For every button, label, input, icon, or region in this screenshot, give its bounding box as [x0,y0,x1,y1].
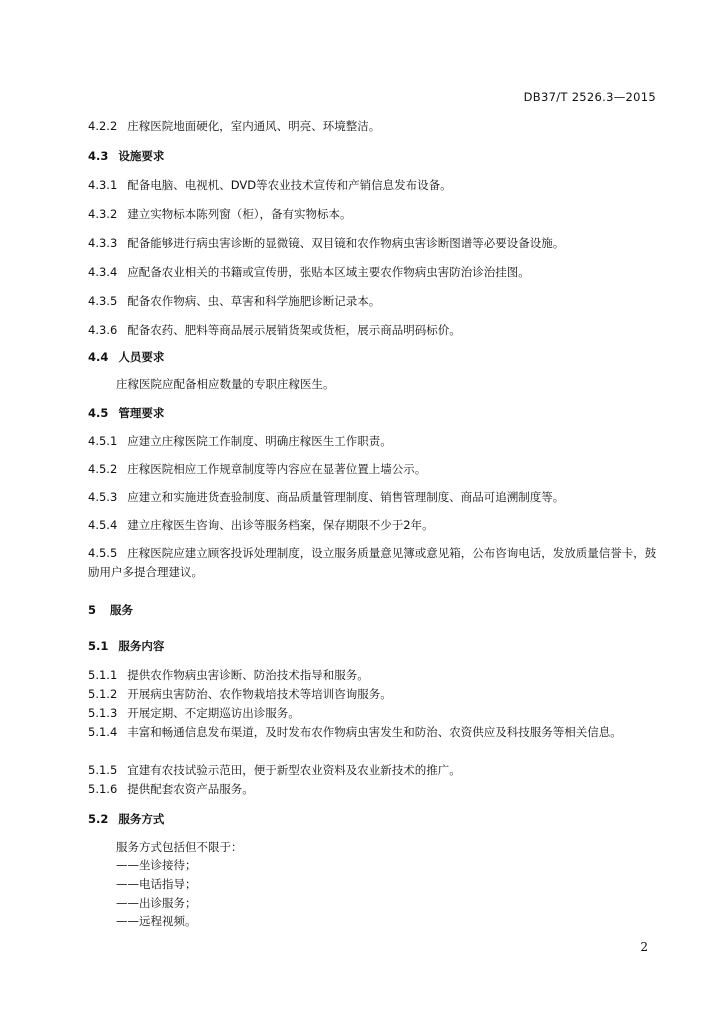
section-number: 4.5 [88,406,109,420]
clause-number: 5.1.1 [88,668,118,682]
clause-number: 4.3.2 [88,207,118,221]
chapter-5-heading [88,602,658,618]
clause-text: 应配备农业相关的书籍或宣传册，张贴本区域主要农作物病虫害防治诊治挂图。 [127,265,530,279]
paragraph-staffing [116,376,658,392]
standard-code: DB37/T 2526.3—2015 [523,90,656,104]
section-number: 5.2 [88,812,109,826]
clause-5-1-4 [88,724,658,740]
clause-5-1-5 [88,762,658,778]
section-5-1-heading [88,638,658,654]
section-title: 人员要求 [118,350,165,364]
section-4-4-heading [88,349,658,365]
list-item [116,895,658,911]
clause-text: 配备能够进行病虫害诊断的显微镜、双目镜和农作物病虫害诊断图谱等必要设备设施。 [127,236,565,250]
clause-4-3-1 [88,177,658,193]
clause-number: 4.5.2 [88,462,118,476]
clause-number: 5.1.4 [88,725,118,739]
clause-number: 4.3.6 [88,323,118,337]
clause-number: 4.5.1 [88,434,118,448]
clause-number: 4.5.3 [88,490,118,504]
clause-text: 庄稼医院应建立顾客投诉处理制度，设立服务质量意见簿或意见箱，公布咨询电话，发放质量信誉卡，鼓励用户多提合理建议。 [88,546,657,579]
list-item-text: ——出诊服务； [116,896,197,910]
clause-text: 建立实物标本陈列窗（柜），备有实物标本。 [127,207,352,221]
clause-text: 宜建有农技试验示范田，便于新型农业资料及农业新技术的推广。 [127,763,461,777]
clause-number: 4.5.4 [88,518,118,532]
clause-4-3-4 [88,264,658,280]
paragraph-text: 庄稼医院应配备相应数量的专职庄稼医生。 [116,377,335,391]
list-item [116,876,658,892]
section-number: 4.3 [88,149,109,163]
clause-text: 提供农作物病虫害诊断、防治技术指导和服务。 [127,668,369,682]
clause-4-3-5 [88,293,658,309]
section-4-3-heading [88,148,658,164]
clause-text: 配备农药、肥料等商品展示展销货架或货柜，展示商品明码标价。 [127,323,461,337]
clause-number: 4.3.3 [88,236,118,250]
section-title: 设施要求 [118,149,165,163]
clause-text: 开展病虫害防治、农作物栽培技术等培训咨询服务。 [127,687,392,701]
list-item [116,857,658,873]
clause-text: 提供配套农资产品服务。 [127,782,254,796]
clause-text: 建立庄稼医生咨询、出诊等服务档案，保存期限不少于2年。 [127,518,434,532]
section-title: 管理要求 [118,406,165,420]
list-item [116,913,658,929]
chapter-title: 服务 [110,603,134,617]
clause-5-1-1 [88,667,658,683]
clause-text: 应建立和实施进货查验制度、商品质量管理制度、销售管理制度、商品可追溯制度等。 [127,490,565,504]
clause-text: 应建立庄稼医院工作制度、明确庄稼医生工作职责。 [127,434,392,448]
clause-number: 4.2.2 [88,119,118,133]
clause-4-3-6 [88,322,658,338]
section-number: 4.4 [88,350,109,364]
clause-number: 5.1.6 [88,782,118,796]
page-number: 2 [640,940,648,954]
clause-4-5-5 [88,544,658,582]
clause-number: 5.1.2 [88,687,118,701]
clause-4-3-2 [88,206,658,222]
list-item-text: ——坐诊接待； [116,858,197,872]
chapter-number: 5 [88,603,97,617]
section-5-2-heading [88,811,658,827]
clause-4-5-2 [88,461,658,477]
paragraph-service-methods [116,839,658,855]
section-4-5-heading [88,405,658,421]
clause-5-1-6 [88,781,658,797]
clause-5-1-3 [88,705,658,721]
clause-text: 丰富和畅通信息发布渠道，及时发布农作物病虫害发生和防治、农资供应及科技服务等相关信息。 [127,725,622,739]
clause-text: 开展定期、不定期巡访出诊服务。 [127,706,300,720]
clause-number: 4.3.5 [88,294,118,308]
clause-4-5-1 [88,433,658,449]
clause-number: 5.1.5 [88,763,118,777]
clause-text: 庄稼医院相应工作规章制度等内容应在显著位置上墙公示。 [127,462,427,476]
clause-5-1-2 [88,686,658,702]
clause-4-3-3 [88,235,658,251]
clause-number: 5.1.3 [88,706,118,720]
clause-number: 4.5.5 [88,546,118,560]
clause-number: 4.3.4 [88,265,118,279]
clause-number: 4.3.1 [88,178,118,192]
clause-4-2-2 [88,118,658,134]
paragraph-text: 服务方式包括但不限于： [116,840,243,854]
list-item-text: ——电话指导； [116,877,197,891]
clause-4-5-4 [88,517,658,533]
clause-4-5-3 [88,489,658,505]
section-number: 5.1 [88,639,109,653]
section-title: 服务方式 [118,812,165,826]
clause-text: 配备电脑、电视机、DVD等农业技术宣传和产销信息发布设备。 [127,178,452,192]
clause-text: 配备农作物病、虫、草害和科学施肥诊断记录本。 [127,294,381,308]
list-item-text: ——远程视频。 [116,914,197,928]
clause-text: 庄稼医院地面硬化，室内通风、明亮、环境整洁。 [127,119,381,133]
section-title: 服务内容 [118,639,165,653]
